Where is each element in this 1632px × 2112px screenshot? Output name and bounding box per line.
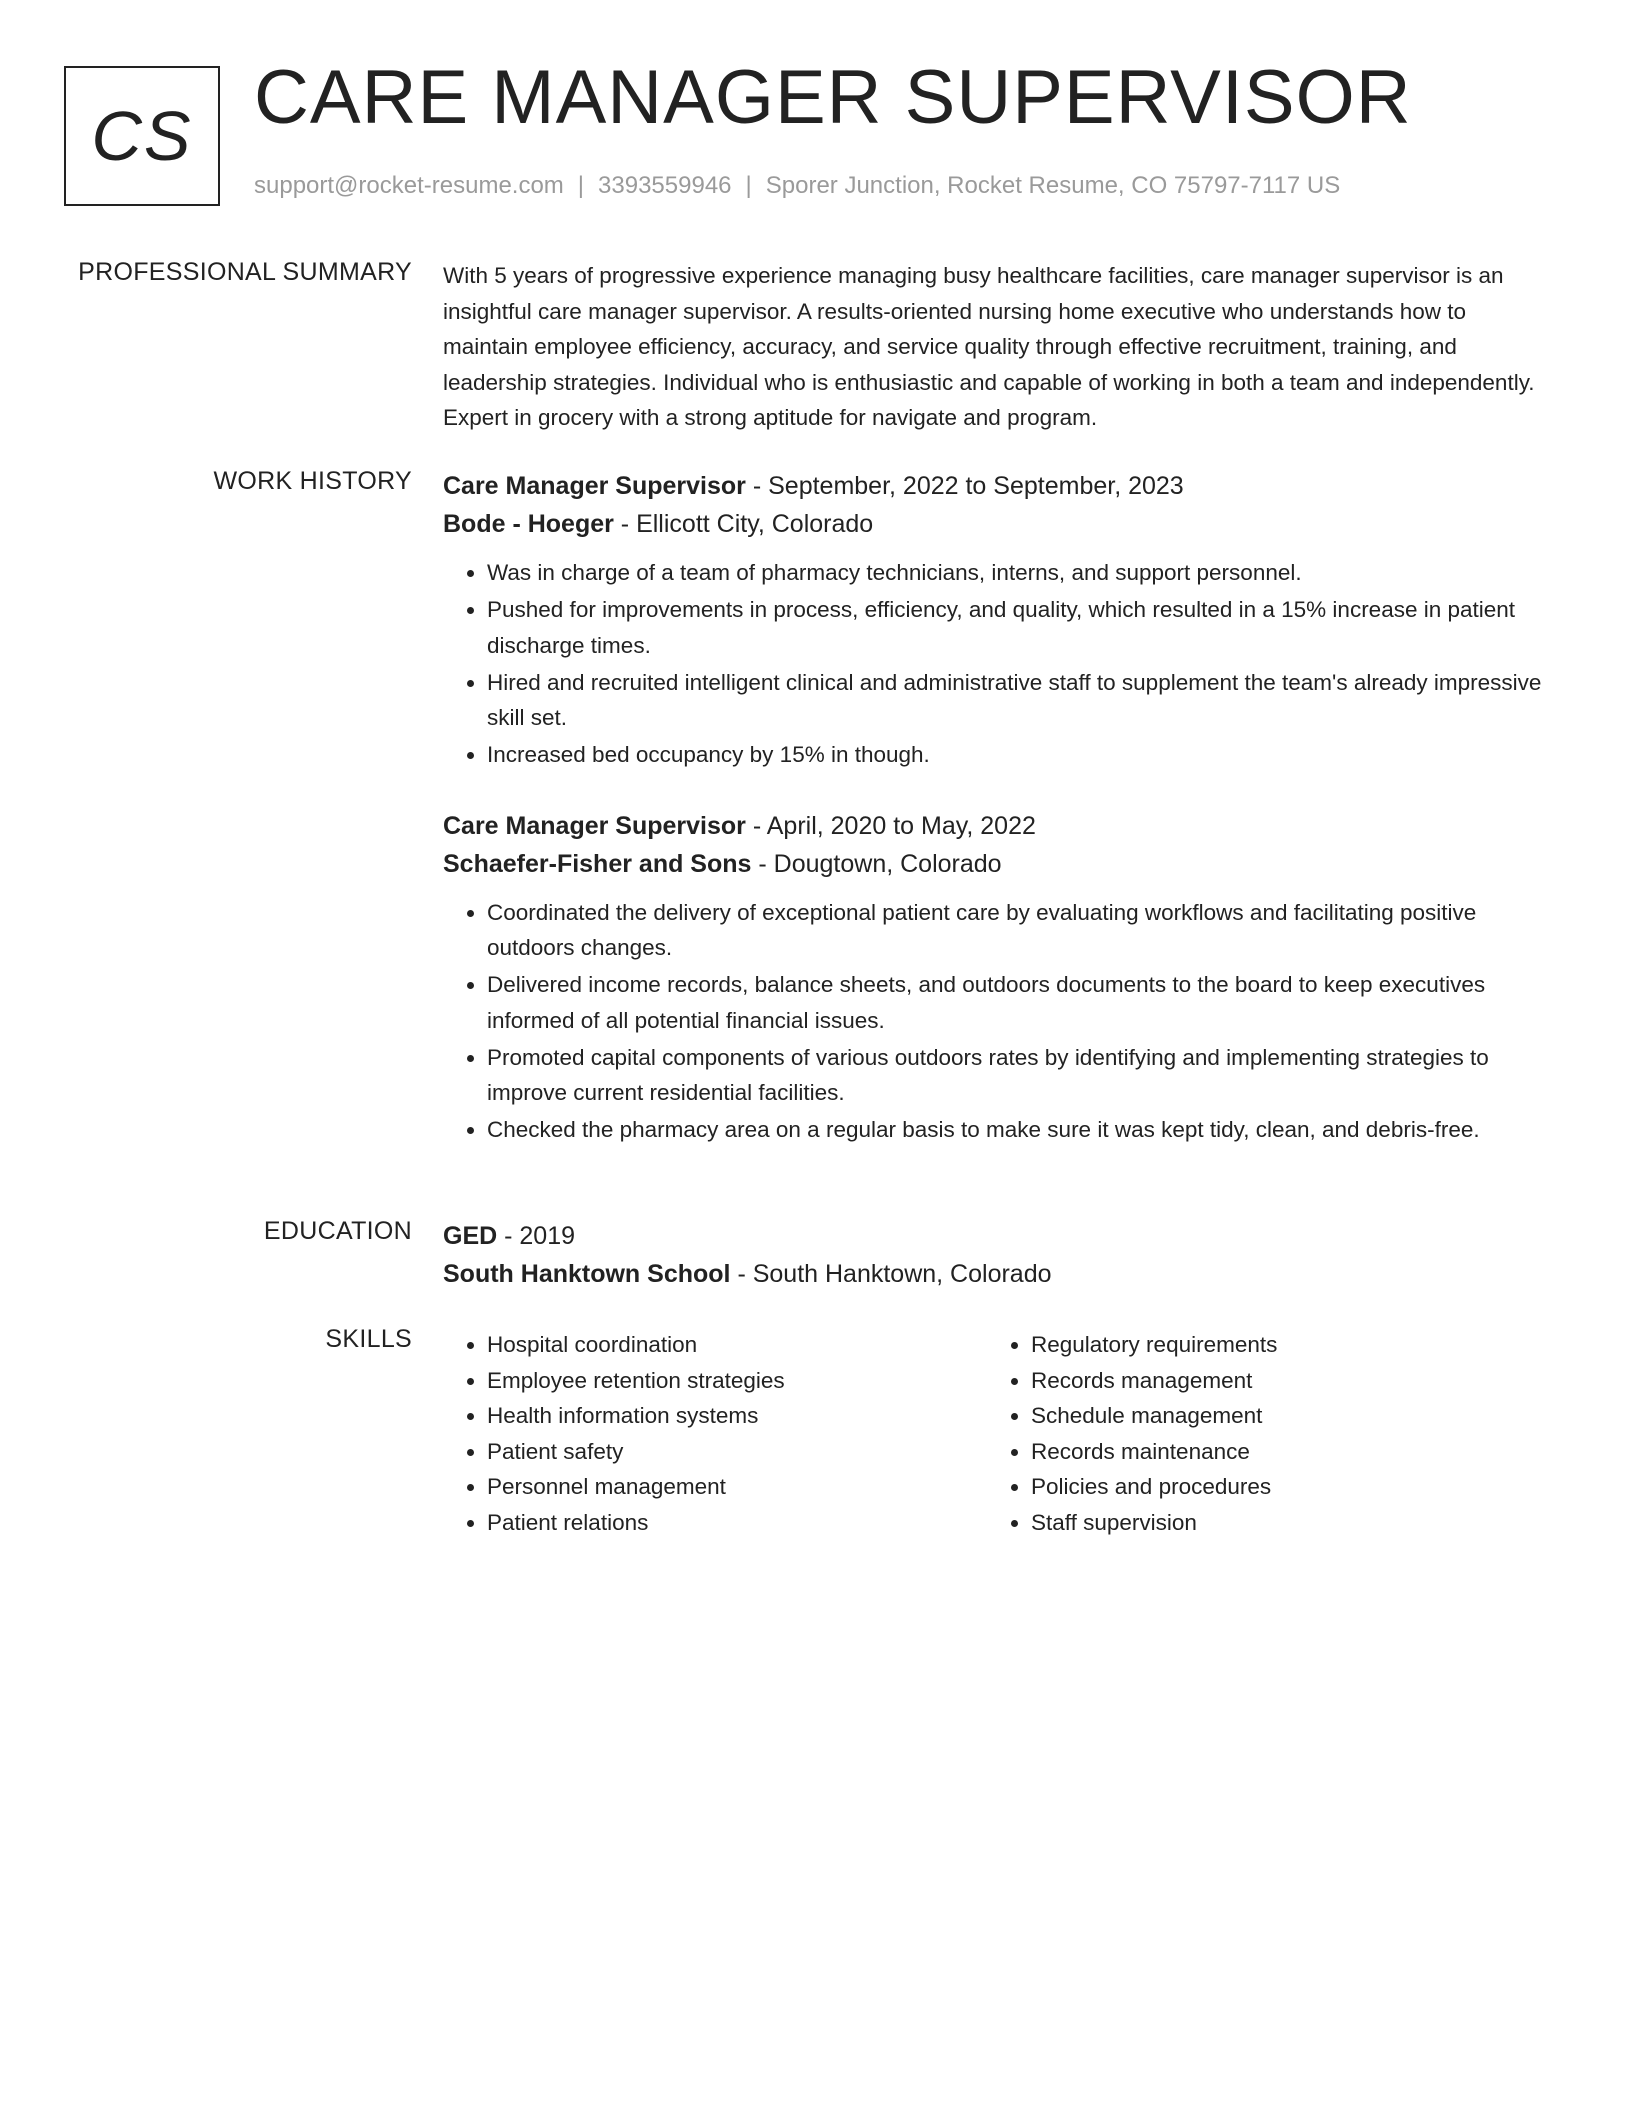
- contact-line: [254, 172, 1340, 200]
- skill-item: • Policies and procedures: [1031, 1469, 1531, 1505]
- skills-list-right: [987, 1327, 1531, 1540]
- skill-item: • Records maintenance: [1031, 1434, 1531, 1470]
- job-bullets: [443, 555, 1553, 773]
- monogram-initials: CS: [91, 97, 193, 175]
- job-title-line: [443, 467, 1553, 505]
- education-school: South Hanktown School: [443, 1260, 731, 1288]
- monogram-box: [64, 66, 220, 206]
- job-dates: - April, 2020 to May, 2022: [745, 811, 1036, 840]
- education-school-line: [443, 1255, 1553, 1293]
- job-bullet: • Promoted capital components of various outdoors rates by identifying and implementing strategies to improve current residential facilities.: [487, 1040, 1553, 1111]
- job-company-line: [443, 505, 1553, 543]
- skill-item: • Health information systems: [487, 1398, 987, 1434]
- section-label-summary: PROFESSIONAL SUMMARY: [78, 258, 412, 286]
- job-bullets: [443, 895, 1553, 1148]
- work-history-body: [443, 467, 1553, 1149]
- education-year: - 2019: [497, 1222, 576, 1250]
- skills-body: [443, 1327, 1553, 1540]
- job-bullet: • Delivered income records, balance sheets, and outdoors documents to the board to keep executives informed of all potential financial issues.: [487, 967, 1553, 1038]
- skill-item: • Employee retention strategies: [487, 1363, 987, 1399]
- education-body: [443, 1217, 1553, 1293]
- section-label-work: WORK HISTORY: [213, 467, 412, 495]
- contact-email: support@rocket-resume.com: [254, 172, 564, 199]
- section-label-education: EDUCATION: [263, 1217, 412, 1245]
- job-location: - Ellicott City, Colorado: [613, 510, 874, 538]
- job-bullet: • Hired and recruited intelligent clinical and administrative staff to supplement the team's already impressive skill set.: [487, 665, 1553, 736]
- job-title: Care Manager Supervisor: [443, 811, 746, 840]
- skills-list-left: [443, 1327, 987, 1540]
- skill-item: • Patient safety: [487, 1434, 987, 1470]
- job-bullet: • Pushed for improvements in process, efficiency, and quality, which resulted in a 15% increase in patient discharge times.: [487, 592, 1553, 663]
- contact-address: Sporer Junction, Rocket Resume, CO 75797-7117 US: [765, 172, 1341, 199]
- skill-item: • Patient relations: [487, 1505, 987, 1541]
- contact-phone: 3393559946: [598, 172, 732, 199]
- contact-separator: |: [577, 172, 585, 199]
- job-bullet: • Increased bed occupancy by 15% in though.: [487, 737, 1553, 773]
- education-location: - South Hanktown, Colorado: [730, 1260, 1052, 1288]
- section-label-skills: SKILLS: [325, 1325, 412, 1353]
- job-dates: - September, 2022 to September, 2023: [745, 472, 1184, 500]
- job-company-line: [443, 845, 1553, 883]
- contact-separator: |: [745, 172, 752, 199]
- job-entry: [443, 807, 1553, 1148]
- skill-item: • Records management: [1031, 1363, 1531, 1399]
- candidate-name: CARE MANAGER SUPERVISOR: [254, 55, 1412, 140]
- summary-text: With 5 years of progressive experience managing busy healthcare facilities, care manager supervisor is an insightful care manager supervisor. A results-oriented nursing home executive who understands how to maintain employee efficiency, accuracy, and service quality through effective recruitment, training, and leadership strategies. Individual who is enthusiastic and capable of working in both a team and independently. Expert in grocery with a strong aptitude for navigate and program.: [443, 263, 1535, 430]
- job-company: Bode - Hoeger: [443, 510, 614, 538]
- job-bullet: • Coordinated the delivery of exceptional patient care by evaluating workflows and facilitating positive outdoors changes.: [487, 895, 1553, 966]
- skill-item: • Regulatory requirements: [1031, 1327, 1531, 1363]
- skill-item: • Personnel management: [487, 1469, 987, 1505]
- job-bullet: • Checked the pharmacy area on a regular basis to make sure it was kept tidy, clean, and debris-free.: [487, 1112, 1553, 1148]
- job-title-line: [443, 807, 1553, 845]
- skill-item: • Schedule management: [1031, 1398, 1531, 1434]
- job-entry: [443, 467, 1553, 773]
- skill-item: • Hospital coordination: [487, 1327, 987, 1363]
- skills-columns: [443, 1327, 1553, 1540]
- education-degree-line: [443, 1217, 1553, 1255]
- skill-item: • Staff supervision: [1031, 1505, 1531, 1541]
- education-degree: GED: [443, 1222, 498, 1250]
- job-title: Care Manager Supervisor: [443, 472, 746, 500]
- job-bullet: • Was in charge of a team of pharmacy technicians, interns, and support personnel.: [487, 555, 1553, 591]
- job-location: - Dougtown, Colorado: [751, 849, 1002, 878]
- job-company: Schaefer-Fisher and Sons: [443, 849, 752, 878]
